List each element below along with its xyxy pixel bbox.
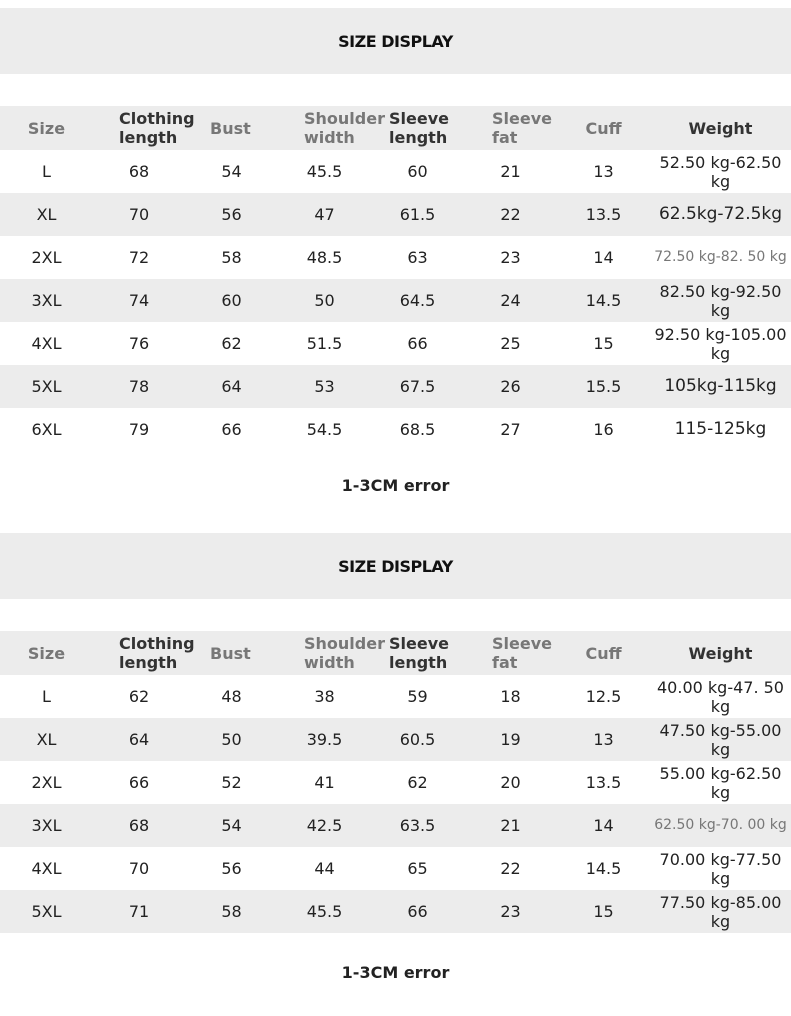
cell-bust: 54 <box>221 162 242 181</box>
cell-sleeve-fat: 24 <box>500 291 521 310</box>
table-row <box>0 718 791 761</box>
cell-sleeve-fat: 19 <box>500 730 521 749</box>
cell-cuff: 15.5 <box>585 377 622 396</box>
cell-sleeve-length: 66 <box>407 334 428 353</box>
cell-clothing-length: 78 <box>128 377 150 396</box>
cell-cuff: 12.5 <box>585 687 622 706</box>
header-bust: Bust <box>210 643 251 663</box>
header-sleeve-length: Sleeve length <box>389 109 449 147</box>
cell-size: 6XL <box>31 420 62 439</box>
cell-size: 3XL <box>31 291 62 310</box>
cell-weight: 62.50 kg-70. 00 kg <box>654 817 787 833</box>
cell-bust: 50 <box>221 730 242 749</box>
cell-weight: 115-125kg <box>674 419 767 439</box>
cell-cuff: 14.5 <box>585 859 622 878</box>
size-display-banner-2 <box>0 533 791 599</box>
error-note-2: 1-3CM error <box>341 963 450 982</box>
cell-sleeve-fat: 26 <box>500 377 521 396</box>
cell-shoulder-width: 48.5 <box>306 248 343 267</box>
cell-sleeve-fat: 23 <box>500 248 521 267</box>
cell-clothing-length: 79 <box>128 420 150 439</box>
cell-clothing-length: 68 <box>128 162 150 181</box>
cell-cuff: 15 <box>593 334 614 353</box>
cell-clothing-length: 66 <box>128 773 150 792</box>
cell-size: L <box>42 162 51 181</box>
table-row <box>0 675 791 718</box>
cell-sleeve-fat: 20 <box>500 773 521 792</box>
cell-shoulder-width: 54.5 <box>306 420 343 439</box>
cell-size: 5XL <box>31 377 62 396</box>
cell-shoulder-width: 38 <box>314 687 335 706</box>
cell-sleeve-fat: 21 <box>500 816 521 835</box>
table-row <box>0 847 791 890</box>
cell-weight: 92.50 kg-105.00 kg <box>654 324 787 363</box>
cell-weight: 105kg-115kg <box>664 376 777 396</box>
cell-sleeve-fat: 22 <box>500 859 521 878</box>
cell-clothing-length: 76 <box>128 334 150 353</box>
cell-cuff: 13.5 <box>585 773 622 792</box>
cell-cuff: 13 <box>593 162 614 181</box>
cell-clothing-length: 71 <box>128 902 150 921</box>
cell-sleeve-length: 67.5 <box>399 377 436 396</box>
cell-sleeve-length: 60 <box>407 162 428 181</box>
table-row <box>0 236 791 279</box>
cell-sleeve-length: 60.5 <box>399 730 436 749</box>
table-row <box>0 890 791 933</box>
cell-sleeve-length: 64.5 <box>399 291 436 310</box>
cell-cuff: 13 <box>593 730 614 749</box>
banner-title: SIZE DISPLAY <box>338 556 453 576</box>
cell-sleeve-length: 63 <box>407 248 428 267</box>
cell-clothing-length: 68 <box>128 816 150 835</box>
cell-weight: 55.00 kg-62.50 kg <box>659 763 782 802</box>
cell-clothing-length: 64 <box>128 730 150 749</box>
cell-size: 4XL <box>31 859 62 878</box>
header-clothing-length: Clothing length <box>119 634 195 672</box>
cell-sleeve-length: 59 <box>407 687 428 706</box>
cell-shoulder-width: 51.5 <box>306 334 343 353</box>
table-row <box>0 408 791 451</box>
table-row <box>0 279 791 322</box>
cell-cuff: 14 <box>593 816 614 835</box>
cell-shoulder-width: 39.5 <box>306 730 343 749</box>
cell-sleeve-length: 63.5 <box>399 816 436 835</box>
header-weight: Weight <box>688 643 753 663</box>
cell-bust: 62 <box>221 334 242 353</box>
cell-weight: 82.50 kg-92.50 kg <box>659 281 782 320</box>
size-display-banner-1 <box>0 8 791 74</box>
cell-size: XL <box>36 205 57 224</box>
cell-size: 3XL <box>31 816 62 835</box>
cell-sleeve-fat: 21 <box>500 162 521 181</box>
cell-sleeve-fat: 25 <box>500 334 521 353</box>
cell-cuff: 14.5 <box>585 291 622 310</box>
cell-sleeve-length: 66 <box>407 902 428 921</box>
table-header-row <box>0 631 791 675</box>
table-row <box>0 804 791 847</box>
table-row <box>0 365 791 408</box>
error-note-1: 1-3CM error <box>341 476 450 495</box>
cell-shoulder-width: 45.5 <box>306 162 343 181</box>
cell-size: 2XL <box>31 773 62 792</box>
cell-sleeve-fat: 18 <box>500 687 521 706</box>
cell-cuff: 14 <box>593 248 614 267</box>
cell-sleeve-length: 68.5 <box>399 420 436 439</box>
header-size: Size <box>27 643 66 663</box>
header-cuff: Cuff <box>585 643 622 663</box>
cell-weight: 72.50 kg-82. 50 kg <box>654 249 787 265</box>
cell-shoulder-width: 45.5 <box>306 902 343 921</box>
cell-bust: 58 <box>221 902 242 921</box>
cell-sleeve-length: 65 <box>407 859 428 878</box>
header-cuff: Cuff <box>585 118 622 138</box>
cell-sleeve-fat: 27 <box>500 420 521 439</box>
cell-size: L <box>42 687 51 706</box>
cell-clothing-length: 62 <box>128 687 150 706</box>
cell-bust: 58 <box>221 248 242 267</box>
cell-sleeve-fat: 23 <box>500 902 521 921</box>
cell-size: 2XL <box>31 248 62 267</box>
header-bust: Bust <box>210 118 251 138</box>
cell-cuff: 13.5 <box>585 205 622 224</box>
header-sleeve-fat: Sleeve fat <box>492 109 552 147</box>
cell-weight: 62.5kg-72.5kg <box>658 204 783 224</box>
cell-sleeve-length: 62 <box>407 773 428 792</box>
cell-cuff: 15 <box>593 902 614 921</box>
header-weight: Weight <box>688 118 753 138</box>
cell-weight: 47.50 kg-55.00 kg <box>659 720 782 759</box>
cell-clothing-length: 74 <box>128 291 150 310</box>
size-table-2 <box>0 631 791 933</box>
table-row <box>0 761 791 804</box>
header-sleeve-fat: Sleeve fat <box>492 634 552 672</box>
cell-size: XL <box>36 730 57 749</box>
cell-clothing-length: 70 <box>128 859 150 878</box>
cell-shoulder-width: 53 <box>314 377 335 396</box>
cell-shoulder-width: 50 <box>314 291 335 310</box>
cell-bust: 64 <box>221 377 242 396</box>
cell-clothing-length: 72 <box>128 248 150 267</box>
cell-bust: 54 <box>221 816 242 835</box>
header-shoulder-width: Shoulder width <box>304 634 385 672</box>
cell-cuff: 16 <box>593 420 614 439</box>
size-table-1 <box>0 106 791 451</box>
cell-weight: 70.00 kg-77.50 kg <box>659 849 782 888</box>
table-row <box>0 193 791 236</box>
table-row <box>0 322 791 365</box>
cell-shoulder-width: 41 <box>314 773 335 792</box>
cell-bust: 48 <box>221 687 242 706</box>
cell-shoulder-width: 42.5 <box>306 816 343 835</box>
table-row <box>0 150 791 193</box>
cell-bust: 52 <box>221 773 242 792</box>
cell-shoulder-width: 47 <box>314 205 335 224</box>
header-clothing-length: Clothing length <box>119 109 195 147</box>
cell-weight: 77.50 kg-85.00 kg <box>659 892 782 931</box>
cell-bust: 56 <box>221 205 242 224</box>
cell-weight: 40.00 kg-47. 50 kg <box>657 677 784 716</box>
cell-size: 4XL <box>31 334 62 353</box>
cell-bust: 66 <box>221 420 242 439</box>
header-shoulder-width: Shoulder width <box>304 109 385 147</box>
header-size: Size <box>27 118 66 138</box>
cell-clothing-length: 70 <box>128 205 150 224</box>
cell-size: 5XL <box>31 902 62 921</box>
cell-shoulder-width: 44 <box>314 859 335 878</box>
cell-weight: 52.50 kg-62.50 kg <box>659 152 782 191</box>
cell-bust: 56 <box>221 859 242 878</box>
table-header-row <box>0 106 791 150</box>
cell-sleeve-fat: 22 <box>500 205 521 224</box>
cell-sleeve-length: 61.5 <box>399 205 436 224</box>
cell-bust: 60 <box>221 291 242 310</box>
banner-title: SIZE DISPLAY <box>338 31 453 51</box>
header-sleeve-length: Sleeve length <box>389 634 449 672</box>
